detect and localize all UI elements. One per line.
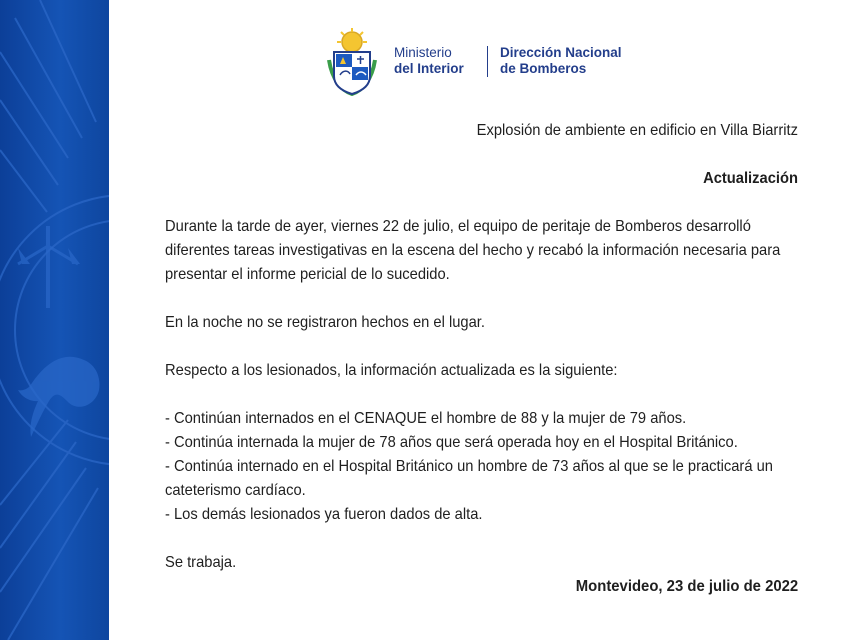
press-release-body [165, 119, 798, 575]
ministry-name-line-1: Ministerio [394, 45, 452, 60]
list-item: - Los demás lesionados ya fueron dados de alta. [165, 506, 483, 523]
sun-watermark-icon [0, 0, 109, 640]
ministry-name [394, 45, 464, 77]
header-logo [322, 28, 652, 96]
list-item: - Continúa internada la mujer de 78 años que será operada hoy en el Hospital Británico. [165, 434, 738, 451]
paragraph-investigation: Durante la tarde de ayer, viernes 22 de julio, el equipo de peritaje de Bomberos desarrolló diferentes tareas investigativas en la escena del hecho y recabó la información necesaria para presentar el informe pericial de lo sucedido. [165, 218, 781, 283]
list-item: - Continúa internado en el Hospital Británico un hombre de 73 años al que se le practicará un cateterismo cardíaco. [165, 458, 773, 499]
department-name [500, 45, 622, 77]
paragraph-night-status: En la noche no se registraron hechos en el lugar. [165, 314, 485, 331]
department-name-line-1: Dirección Nacional [500, 45, 622, 60]
document-title: Actualización [703, 170, 798, 187]
national-coat-of-arms-icon [322, 28, 382, 96]
list-item: - Continúan internados en el CENAQUE el hombre de 88 y la mujer de 79 años. [165, 410, 687, 427]
department-name-line-2: de Bomberos [500, 61, 587, 76]
injured-status-list [165, 407, 798, 527]
decorative-side-band [0, 0, 109, 640]
paragraph-injured-intro: Respecto a los lesionados, la información actualizada es la siguiente: [165, 362, 618, 379]
ministry-name-line-2: del Interior [394, 61, 464, 76]
logo-divider [487, 46, 488, 77]
signoff-date: Montevideo, 23 de julio de 2022 [575, 578, 798, 595]
closing-text: Se trabaja. [165, 554, 237, 571]
document-subtitle: Explosión de ambiente en edificio en Villa Biarritz [476, 122, 798, 139]
